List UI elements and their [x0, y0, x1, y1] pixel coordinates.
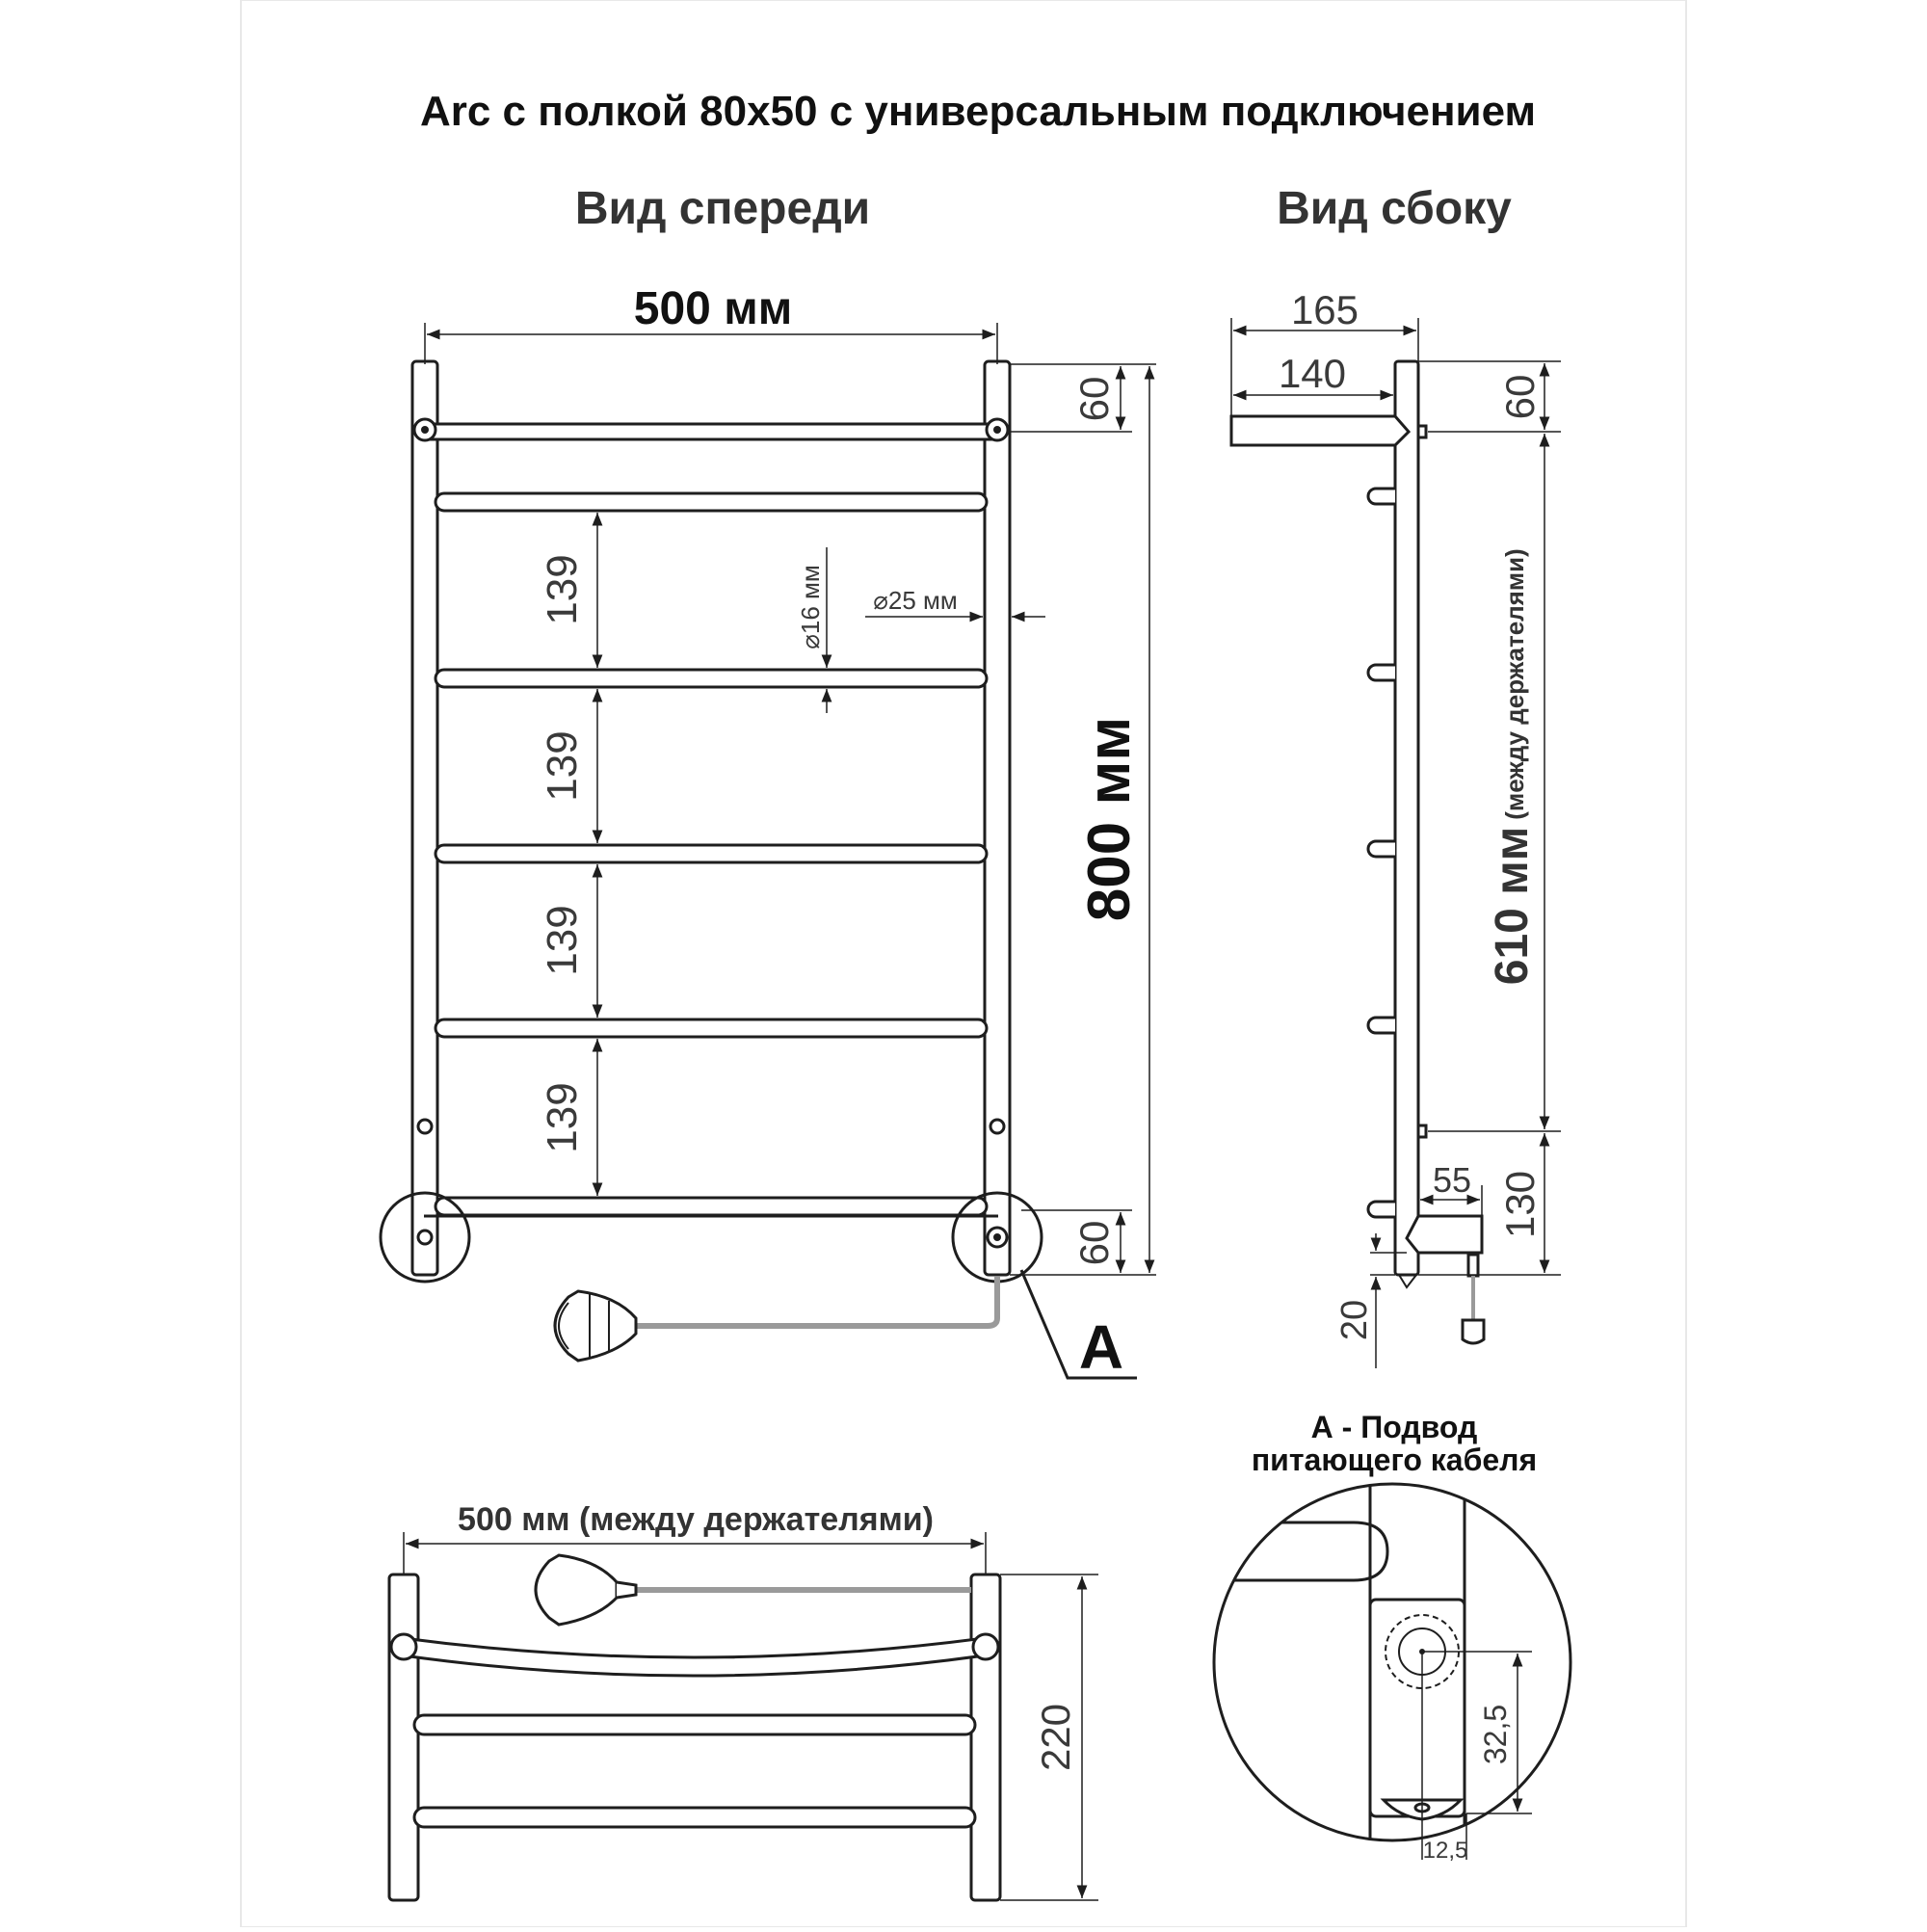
top-offset-label: 60 — [1071, 376, 1117, 422]
side-view — [1231, 287, 1561, 1368]
power-cable — [636, 1277, 997, 1326]
rung-4 — [436, 1019, 987, 1037]
rung-stub-5 — [1368, 1202, 1395, 1217]
spacing-2-label: 139 — [539, 730, 586, 802]
callout-label: А — [1078, 1312, 1124, 1382]
upright-diameter-label: ⌀25 мм — [873, 586, 958, 615]
side-plug-icon — [1463, 1320, 1484, 1343]
cable-height-label: 20 — [1334, 1299, 1375, 1341]
height-label: 800 мм — [1076, 716, 1143, 922]
rung-1 — [436, 493, 987, 511]
rung-5 — [436, 1198, 987, 1215]
shelf-arc-bar — [403, 1638, 985, 1676]
cable-offset-label: 55 — [1432, 1160, 1472, 1200]
spacing-4-label: 139 — [539, 1082, 586, 1153]
spacing-3-label: 139 — [539, 905, 586, 976]
plug-icon — [555, 1291, 636, 1361]
top-plug-icon — [536, 1555, 617, 1625]
top-left-upright — [389, 1575, 418, 1900]
detail-cable-housing — [1370, 1600, 1465, 1816]
drawing-title: Arc с полкой 80х50 с универсальным подключением — [419, 88, 1537, 135]
rung-stub-3 — [1368, 841, 1395, 857]
rung-stub-4 — [1368, 1018, 1395, 1033]
rung-3 — [436, 845, 987, 862]
top-bar — [424, 424, 998, 439]
depth-shelf-label: 140 — [1278, 351, 1347, 396]
shelf-bar-2 — [414, 1808, 975, 1827]
top-view — [389, 1501, 1098, 1900]
holder-bottom-left — [418, 1120, 432, 1133]
right-upright — [985, 361, 1010, 1275]
detail-a — [1214, 1410, 1571, 1864]
detail-shelf-arm — [1233, 1522, 1387, 1580]
front-view-heading: Вид спереди — [574, 183, 871, 234]
shelf-arm — [1231, 416, 1409, 445]
top-right-upright — [971, 1575, 1000, 1900]
side-top-offset-label: 60 — [1497, 374, 1543, 420]
cable-housing — [1407, 1216, 1482, 1253]
left-upright — [412, 361, 437, 1275]
rung-stub-1 — [1368, 489, 1395, 504]
holders-distance-label: 610 мм — [1487, 826, 1538, 986]
shelf-bar-1 — [414, 1715, 975, 1734]
detail-title-line2: питающего кабеля — [1251, 1442, 1538, 1477]
detail-title-line1: А - Подвод — [1310, 1410, 1478, 1444]
holder-bottom-right — [990, 1120, 1004, 1133]
depth-total-label: 165 — [1290, 287, 1359, 332]
detail-vertical-label: 32,5 — [1478, 1704, 1513, 1765]
detail-horizontal-label: 12,5 — [1422, 1838, 1468, 1864]
rung-2 — [436, 670, 987, 687]
page-frame — [241, 0, 1686, 1927]
bar-diameter-label: ⌀16 мм — [796, 565, 825, 649]
width-label: 500 мм — [633, 283, 793, 334]
side-view-heading: Вид сбоку — [1277, 183, 1512, 234]
side-upright — [1395, 361, 1418, 1275]
front-view — [381, 283, 1156, 1382]
rung-stub-2 — [1368, 665, 1395, 680]
side-bottom-offset-label: 130 — [1497, 1170, 1543, 1239]
holders-note-label: (между держателями) — [1500, 548, 1529, 820]
top-width-label: 500 мм (между держателями) — [458, 1501, 934, 1538]
bottom-offset-label: 60 — [1071, 1220, 1117, 1266]
spacing-1-label: 139 — [539, 554, 586, 625]
top-height-label: 220 — [1033, 1703, 1078, 1772]
